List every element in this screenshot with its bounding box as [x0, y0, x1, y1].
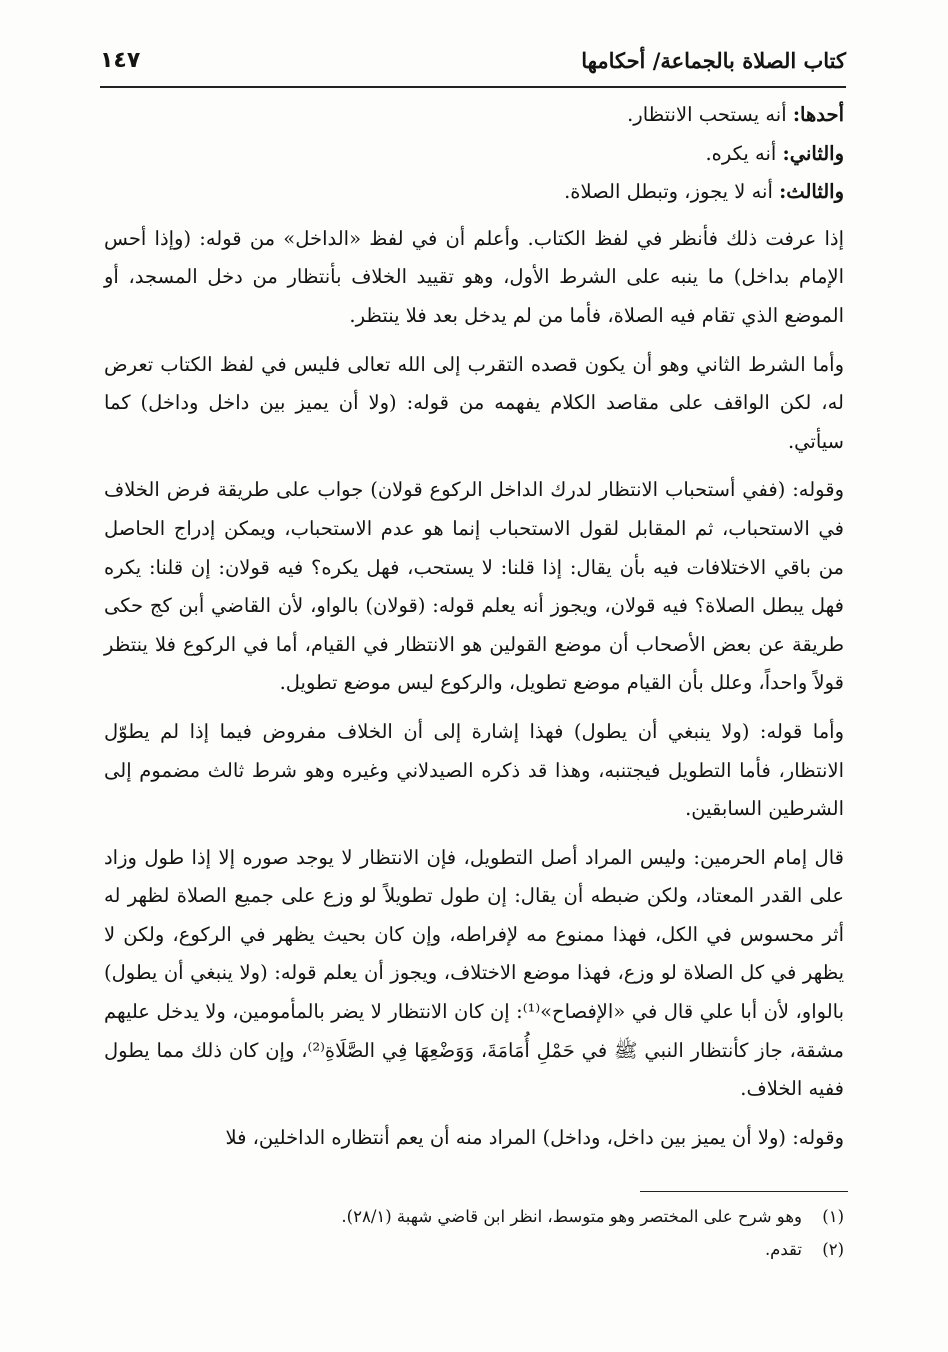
running-header [100, 38, 846, 82]
footnote-text: وهو شرح على المختصر وهو متوسط، انظر ابن قاضي شهبة (٢٨/١). [341, 1207, 802, 1226]
chapter-title: كتاب الصلاة بالجماعة/ أحكامها [581, 47, 846, 73]
opinion-line [104, 173, 844, 212]
footnote [104, 1200, 844, 1233]
opinion-lead: أحدها: [792, 103, 844, 126]
opinion-line [104, 96, 844, 135]
paragraph: وأما الشرط الثاني وهو أن يكون قصده التقرب إلى الله تعالى فليس في لفظ الكتاب تعرض له، لكن الواقف على مقاصد الكلام يفهمه من قوله: (ولا أن يميز بين داخل وداخل) كما سيأتي. [104, 352, 844, 453]
opinion-text: أنه يكره. [705, 141, 783, 165]
paragraph: وقوله: (ففي أستحباب الانتظار لدرك الداخل الركوع قولان) جواب على طريقة فرض الخلاف في الاستحباب، ثم المقابل لقول الاستحباب إنما هو عدم الاستحباب، ويمكن إدراج الحاصل من باقي الاختلافات فيه بأن يقال: إذا قلنا: لا يستحب، فهل يكره؟ فيه قولان: إن قلنا: يكره فهل يبطل الصلاة؟ فيه قولان، ويجوز أنه يعلم قوله: (قولان) بالواو، لأن القاضي أبن كج حكى طريقة عن بعض الأصحاب أن موضع القولين هو الانتظار في القيام، أما في الركوع فلا ينتظر قولاً واحداً، وعلل بأن القيام موضع تطويل، والركوع ليس موضع تطويل. [104, 478, 844, 695]
footnote [104, 1233, 844, 1266]
main-text [104, 96, 844, 1157]
footnote-number: (١) [822, 1207, 844, 1226]
opinion-line [104, 135, 844, 174]
opinion-text: أنه يستحب الانتظار. [627, 103, 793, 126]
opinion-text: أنه لا يجوز، وتبطل الصلاة. [564, 180, 780, 204]
footnotes [104, 1200, 844, 1266]
paragraph: إذا عرفت ذلك فأنظر في لفظ الكتاب. وأعلم أن في لفظ «الداخل» من قوله: (وإذا أحس الإمام بداخل) ما ينبه على الشرط الأول، وهو تقييد الخلاف بأنتظار من دخل المسجد، أو الموضع الذي تقام فيه الصلاة، فأما من لم يدخل بعد فلا ينتظر. [104, 226, 844, 327]
opinion-lead: والثالث: [779, 180, 844, 204]
footnote-divider [640, 1191, 848, 1192]
paragraph: وأما قوله: (ولا ينبغي أن يطول) فهذا إشارة إلى أن الخلاف مفروض فيما إذا لم يطوّل الانتظار، فأما التطويل فيجتنبه، وهذا قد ذكره الصيدلاني وغيره وهو شرط ثالث مضموم إلى الشرطين السابقين. [104, 719, 844, 821]
paragraph: قال إمام الحرمين: وليس المراد أصل التطويل، فإن الانتظار لا يوجد صوره إلا إذا طول وزاد على القدر المعتاد، ولكن ضبطه أن يقال: إن طول تطويلاً لو وزع على جميع الصلاة لظهر له أثر محسوس في الكل، فهذا ممنوع مه لإفراطه، وإن كان بحيث يظهر في الركوع، ولكن لا يظهر في كل الصلاة لو وزع، فهذا موضع الاختلاف، ويجوز أن يعلم قوله: (ولا ينبغي أن يطول) بالواو، لأن أبا علي قال في «الإفصاح»⁽¹⁾: إن كان الانتظار لا يضر بالمأمومين، ولا يدخل عليهم مشقة، جاز كأنتظار النبي ﷺ في حَمْلِ أُمَامَةَ، وَوَضْعِهَا فِي الصَّلَاةِ⁽²⁾، وإن كان ذلك مما يطول ففيه الخلاف. [104, 845, 845, 1101]
page-number: ١٤٧ [100, 47, 141, 73]
footnote-text: تقدم. [764, 1240, 802, 1259]
footnote-number: (٢) [822, 1240, 844, 1259]
opinion-lead: والثاني: [782, 141, 844, 165]
paragraph: وقوله: (ولا أن يميز بين داخل، وداخل) المراد منه أن يعم أنتظاره الداخلين، فلا [225, 1125, 844, 1149]
header-divider [100, 86, 846, 88]
